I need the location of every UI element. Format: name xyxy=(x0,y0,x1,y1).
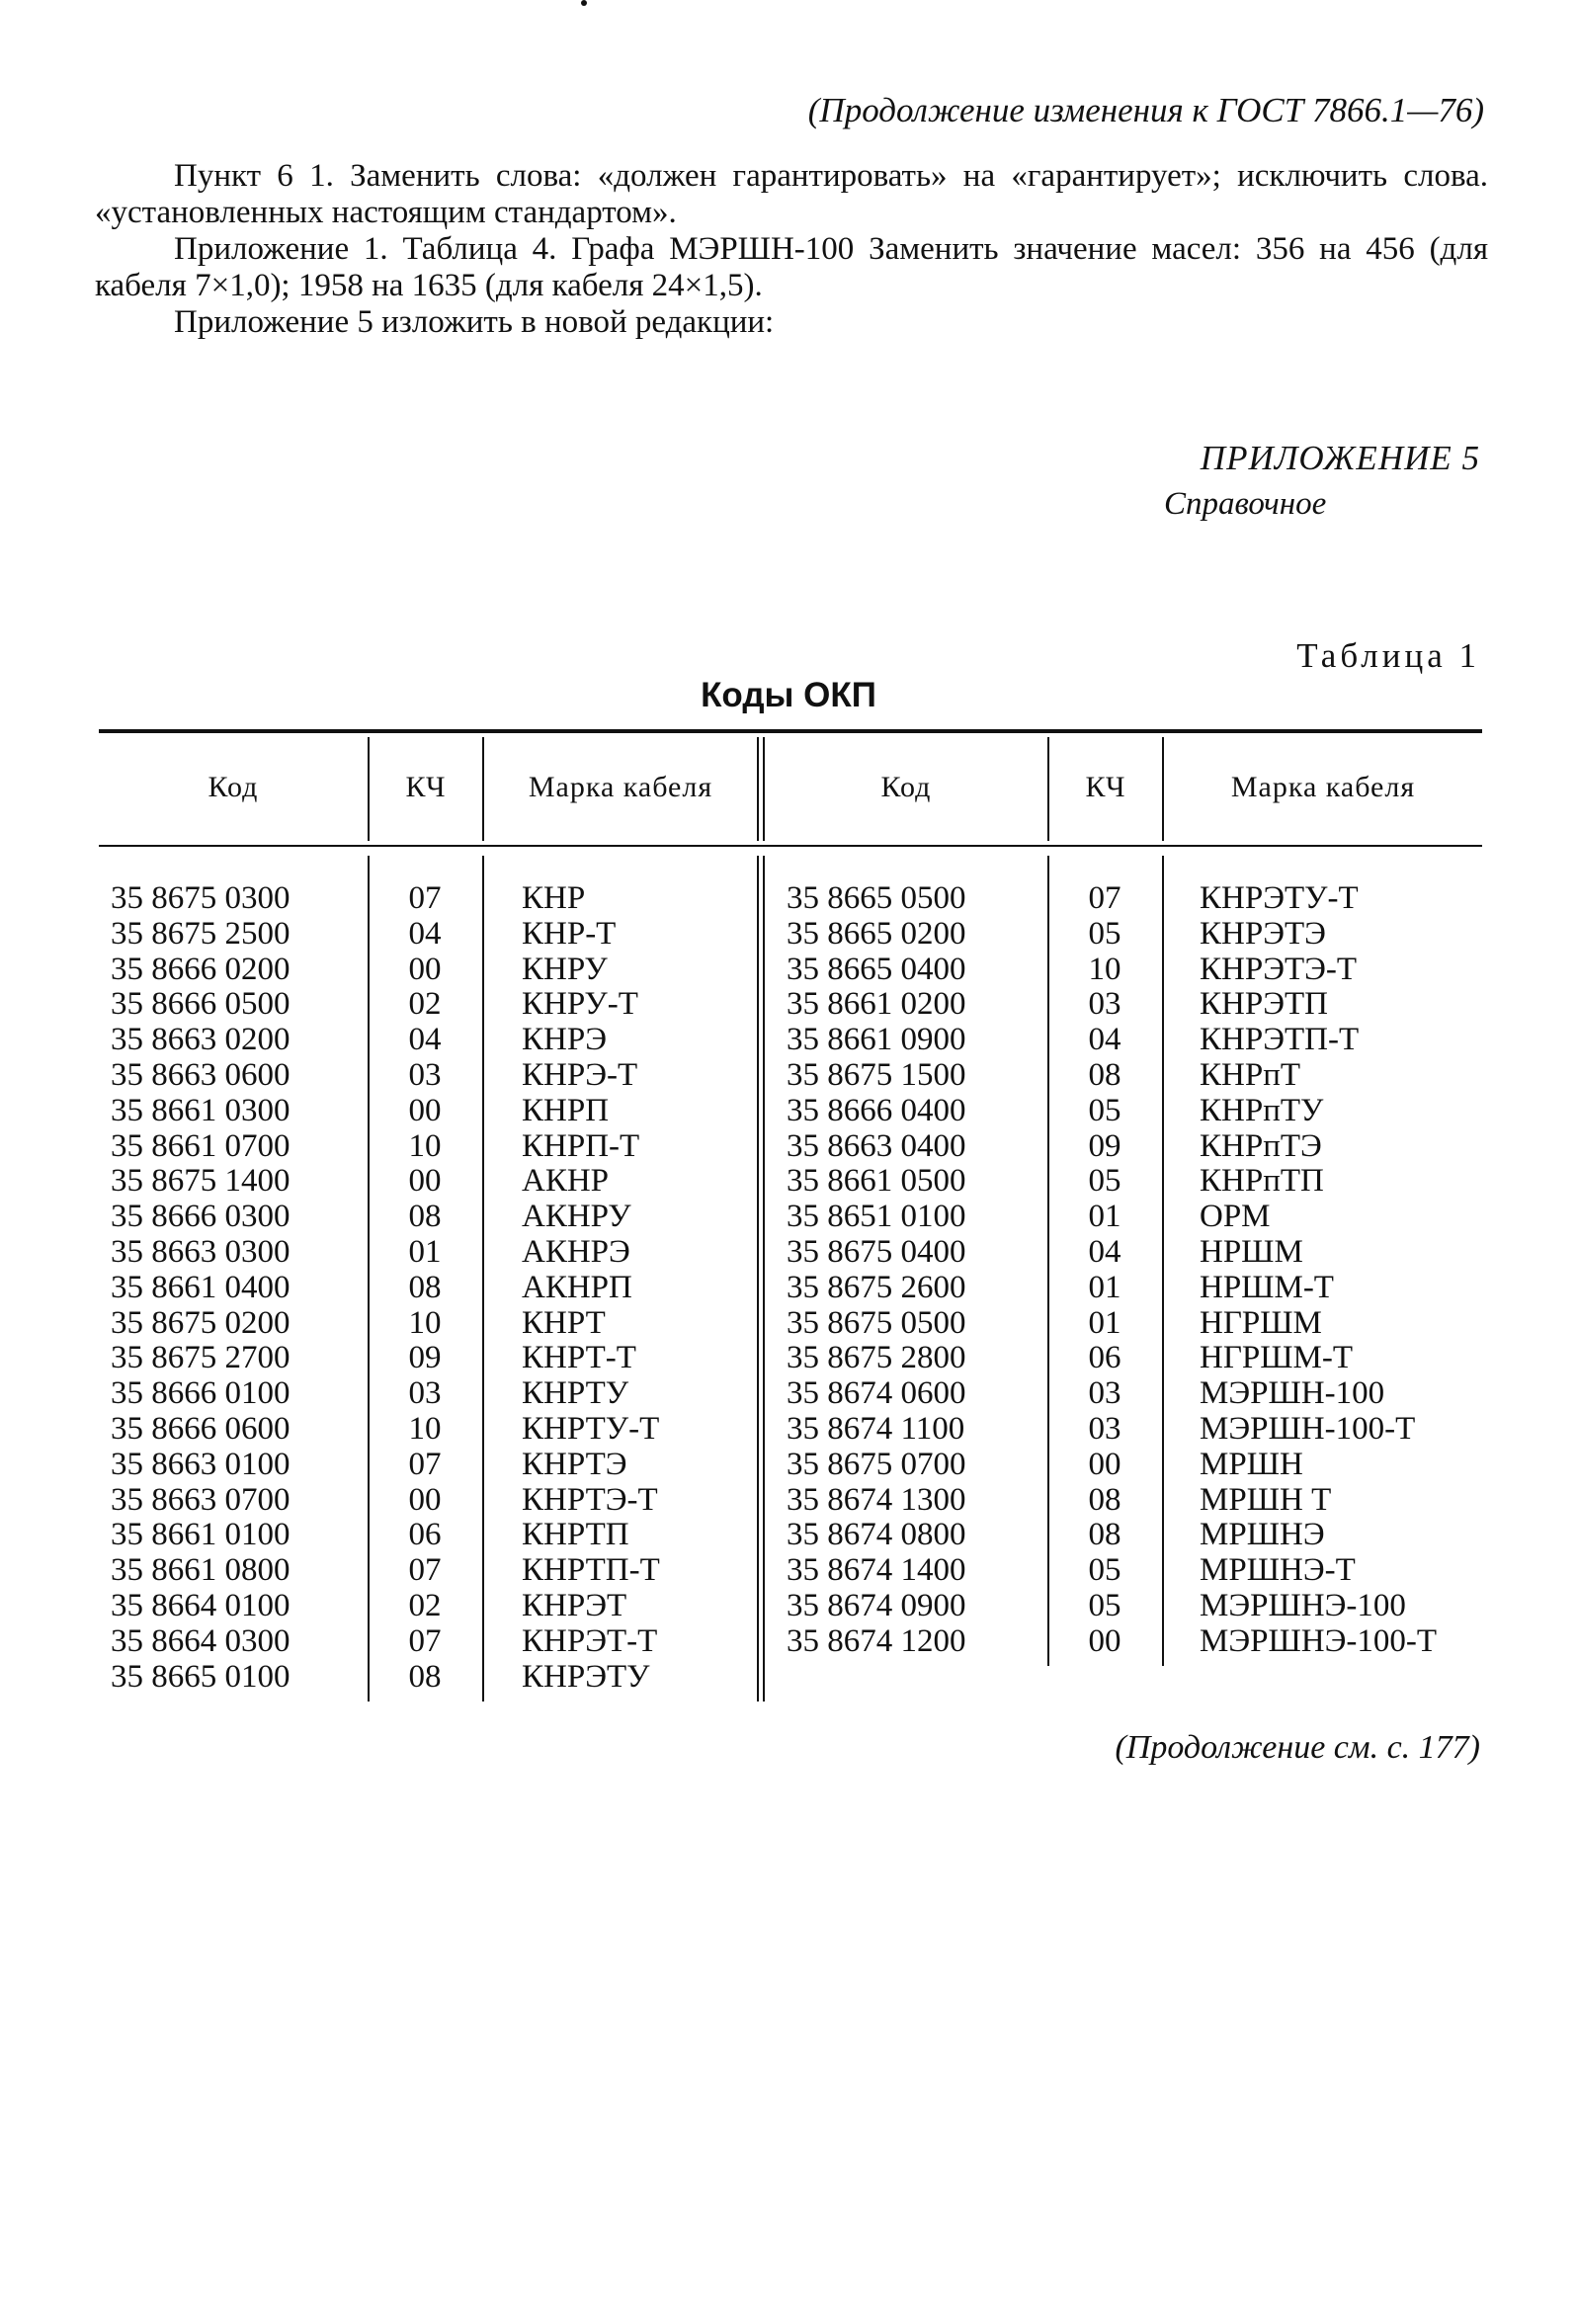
table-cell-code: 35 8674 0800 xyxy=(787,1517,966,1553)
table-cell-kch: 10 xyxy=(1088,951,1121,987)
col-header-kch-left: КЧ xyxy=(405,771,447,803)
table-cell-kch: 08 xyxy=(408,1269,442,1305)
table-cell-code: 35 8675 2700 xyxy=(111,1340,290,1376)
table-cell-mark: КНРЭТЭ xyxy=(1200,915,1326,952)
table-cell-kch: 07 xyxy=(408,1552,442,1589)
table-cell-mark: КНРЭТЭ-Т xyxy=(1200,951,1358,987)
paragraph-3: Приложение 5 изложить в новой редакции: xyxy=(174,304,775,340)
table-cell-mark: КНРпТ xyxy=(1200,1056,1301,1093)
table-cell-kch: 01 xyxy=(408,1233,442,1270)
col-header-mark-right: Марка кабеля xyxy=(1230,771,1416,803)
table-cell-mark: МЭРШНЭ-100 xyxy=(1200,1587,1406,1623)
table-cell-kch: 09 xyxy=(408,1340,442,1376)
table-cell-code: 35 8661 0500 xyxy=(787,1163,966,1200)
table-cell-mark: КНРЭТУ xyxy=(522,1658,650,1695)
header-continuation: (Продолжение изменения к ГОСТ 7866.1—76) xyxy=(807,91,1484,129)
table-cell-kch: 10 xyxy=(408,1410,442,1447)
table-cell-mark: КНРУ-Т xyxy=(522,986,638,1023)
col-header-kch-right: КЧ xyxy=(1085,771,1126,803)
table-cell-kch: 04 xyxy=(1088,1233,1121,1270)
table-cell-kch: 07 xyxy=(408,1446,442,1482)
table-cell-code: 35 8675 0300 xyxy=(111,880,290,916)
table-cell-code: 35 8674 1200 xyxy=(787,1622,966,1659)
table-cell-mark: КНРпТП xyxy=(1200,1163,1324,1200)
table-cell-mark: КНРТУ-Т xyxy=(522,1410,660,1447)
table-cell-mark: КНРП xyxy=(522,1092,610,1128)
table-cell-kch: 02 xyxy=(408,1587,442,1623)
left-code-column xyxy=(111,881,290,1695)
table-cell-kch: 00 xyxy=(408,1163,442,1200)
table-cell-code: 35 8651 0100 xyxy=(787,1199,966,1235)
table-cell-kch: 06 xyxy=(1088,1340,1121,1376)
table-cell-kch: 00 xyxy=(408,951,442,987)
table-cell-code: 35 8661 0400 xyxy=(111,1269,290,1305)
table-cell-kch: 04 xyxy=(1088,1022,1121,1058)
table-cell-kch: 07 xyxy=(1088,880,1121,916)
table-cell-mark: НГРШМ xyxy=(1200,1304,1322,1341)
table-cell-mark: КНРпТУ xyxy=(1200,1092,1324,1128)
table-cell-mark: ОРМ xyxy=(1200,1199,1271,1235)
table-cell-code: 35 8666 0500 xyxy=(111,986,290,1023)
table-top-rule xyxy=(99,729,1482,733)
table-cell-code: 35 8666 0300 xyxy=(111,1199,290,1235)
right-kch-column xyxy=(1075,881,1134,1660)
table-cell-mark: КНРЭТУ-Т xyxy=(1200,880,1359,916)
table-cell-mark: НРШМ-Т xyxy=(1200,1269,1334,1305)
table-cell-mark: КНРТП xyxy=(522,1517,629,1553)
table-cell-mark: АКНР xyxy=(522,1163,610,1200)
table-cell-kch: 05 xyxy=(1088,915,1121,952)
table-cell-kch: 02 xyxy=(408,986,442,1023)
table-cell-kch: 00 xyxy=(408,1092,442,1128)
table-cell-code: 35 8661 0100 xyxy=(111,1517,290,1553)
table-cell-code: 35 8675 2600 xyxy=(787,1269,966,1305)
table-cell-mark: МРШНЭ-Т xyxy=(1200,1552,1356,1589)
table-cell-kch: 07 xyxy=(408,880,442,916)
table-cell-kch: 03 xyxy=(1088,986,1121,1023)
col-header-code-right: Код xyxy=(880,771,932,803)
table-cell-code: 35 8661 0800 xyxy=(111,1552,290,1589)
table-cell-kch: 08 xyxy=(1088,1056,1121,1093)
table-cell-kch: 10 xyxy=(408,1304,442,1341)
table-cell-kch: 01 xyxy=(1088,1304,1121,1341)
divider-line xyxy=(757,856,759,1702)
table-cell-mark: КНРТЭ xyxy=(522,1446,627,1482)
table-cell-mark: МЭРШНЭ-100-Т xyxy=(1200,1622,1438,1659)
table-cell-mark: КНРТЭ-Т xyxy=(522,1481,658,1518)
table-cell-mark: МРШН Т xyxy=(1200,1481,1332,1518)
table-cell-code: 35 8674 1100 xyxy=(787,1410,965,1447)
left-mark-column xyxy=(522,881,660,1695)
table-cell-kch: 01 xyxy=(1088,1269,1121,1305)
table-cell-code: 35 8661 0700 xyxy=(111,1127,290,1164)
table-cell-code: 35 8675 0700 xyxy=(787,1446,966,1482)
table-cell-kch: 09 xyxy=(1088,1127,1121,1164)
table-cell-kch: 08 xyxy=(1088,1481,1121,1518)
table-cell-code: 35 8663 0300 xyxy=(111,1233,290,1270)
table-cell-mark: КНР xyxy=(522,880,586,916)
table-cell-mark: КНРЭ xyxy=(522,1022,607,1058)
divider-line xyxy=(1162,856,1164,1666)
table-cell-code: 35 8666 0200 xyxy=(111,951,290,987)
table-cell-mark: КНРТП-Т xyxy=(522,1552,660,1589)
table-cell-mark: КНРЭТ-Т xyxy=(522,1622,658,1659)
table-cell-kch: 03 xyxy=(408,1375,442,1412)
table-cell-mark: АКНРУ xyxy=(522,1199,631,1235)
table-cell-code: 35 8665 0200 xyxy=(787,915,966,952)
table-cell-code: 35 8663 0200 xyxy=(111,1022,290,1058)
table-cell-code: 35 8675 1400 xyxy=(111,1163,290,1200)
table-cell-kch: 06 xyxy=(408,1517,442,1553)
paragraph-1: Пункт 6 1. Заменить слова: «должен гарантировать» на «гарантирует»; исключить слова. «установленных настоящим стандартом». xyxy=(95,158,1488,230)
table-cell-mark: НРШМ xyxy=(1200,1233,1303,1270)
table-cell-code: 35 8674 0900 xyxy=(787,1587,966,1623)
table-cell-kch: 05 xyxy=(1088,1587,1121,1623)
table-cell-code: 35 8674 1300 xyxy=(787,1481,966,1518)
right-mark-column xyxy=(1200,881,1437,1660)
table-cell-code: 35 8664 0300 xyxy=(111,1622,290,1659)
table-cell-code: 35 8675 2500 xyxy=(111,915,290,952)
table-cell-mark: МЭРШН-100 xyxy=(1200,1375,1385,1412)
table-label: Таблица 1 xyxy=(1296,636,1480,675)
table-cell-mark: МРШНЭ xyxy=(1200,1517,1325,1553)
table-cell-mark: АКНРЭ xyxy=(522,1233,630,1270)
table-caption: Коды ОКП xyxy=(701,676,876,714)
paragraph-2: Приложение 1. Таблица 4. Графа МЭРШН-100 Заменить значение масел: 356 на 456 (для кабеля 7×1,0); 1958 на 1635 (для кабеля 24×1,5). xyxy=(95,231,1488,303)
table-cell-mark: НГРШМ-Т xyxy=(1200,1340,1354,1376)
table-cell-code: 35 8665 0100 xyxy=(111,1658,290,1695)
table-cell-code: 35 8674 1400 xyxy=(787,1552,966,1589)
table-cell-code: 35 8664 0100 xyxy=(111,1587,290,1623)
table-cell-mark: МЭРШН-100-Т xyxy=(1200,1410,1416,1447)
table-cell-kch: 07 xyxy=(408,1622,442,1659)
table-cell-kch: 05 xyxy=(1088,1163,1121,1200)
divider-line xyxy=(368,856,370,1702)
table-cell-mark: КНРЭТ xyxy=(522,1587,627,1623)
table-cell-code: 35 8666 0600 xyxy=(111,1410,290,1447)
table-cell-code: 35 8663 0400 xyxy=(787,1127,966,1164)
table-cell-kch: 04 xyxy=(408,1022,442,1058)
table-cell-mark: КНРТ-Т xyxy=(522,1340,636,1376)
table-cell-kch: 01 xyxy=(1088,1199,1121,1235)
divider-line xyxy=(1047,856,1049,1666)
table-cell-mark: КНР-Т xyxy=(522,915,617,952)
table-cell-kch: 04 xyxy=(408,915,442,952)
table-cell-mark: КНРпТЭ xyxy=(1200,1127,1322,1164)
table-cell-code: 35 8675 0200 xyxy=(111,1304,290,1341)
col-header-code-left: Код xyxy=(208,771,259,803)
table-cell-kch: 10 xyxy=(408,1127,442,1164)
table-cell-code: 35 8674 0600 xyxy=(787,1375,966,1412)
table-cell-kch: 03 xyxy=(1088,1410,1121,1447)
table-header-rule xyxy=(99,845,1482,847)
table-cell-kch: 08 xyxy=(408,1658,442,1695)
table-cell-mark: КНРТУ xyxy=(522,1375,629,1412)
table-cell-code: 35 8675 0500 xyxy=(787,1304,966,1341)
footer-continuation: (Продолжение см. с. 177) xyxy=(1115,1729,1480,1766)
table-cell-code: 35 8666 0400 xyxy=(787,1092,966,1128)
table-cell-code: 35 8663 0600 xyxy=(111,1056,290,1093)
appendix-title: ПРИЛОЖЕНИЕ 5 xyxy=(1200,439,1480,477)
table-cell-kch: 00 xyxy=(1088,1446,1121,1482)
table-cell-code: 35 8666 0100 xyxy=(111,1375,290,1412)
table-cell-mark: КНРТ xyxy=(522,1304,606,1341)
table-cell-kch: 05 xyxy=(1088,1092,1121,1128)
table-cell-kch: 05 xyxy=(1088,1552,1121,1589)
table-cell-code: 35 8675 1500 xyxy=(787,1056,966,1093)
table-cell-mark: КНРП-Т xyxy=(522,1127,640,1164)
table-cell-mark: КНРУ xyxy=(522,951,608,987)
table-cell-kch: 08 xyxy=(408,1199,442,1235)
table-cell-mark: АКНРП xyxy=(522,1269,632,1305)
table-cell-kch: 03 xyxy=(1088,1375,1121,1412)
table-cell-code: 35 8665 0500 xyxy=(787,880,966,916)
table-cell-code: 35 8675 2800 xyxy=(787,1340,966,1376)
right-code-column xyxy=(787,881,966,1660)
table-cell-code: 35 8661 0300 xyxy=(111,1092,290,1128)
table-cell-code: 35 8661 0900 xyxy=(787,1022,966,1058)
col-header-mark-left: Марка кабеля xyxy=(528,771,713,803)
table-cell-code: 35 8661 0200 xyxy=(787,986,966,1023)
left-kch-column xyxy=(395,881,455,1695)
appendix-subtitle: Справочное xyxy=(1164,486,1327,522)
divider-line xyxy=(482,856,484,1702)
table-cell-mark: КНРЭТП-Т xyxy=(1200,1022,1360,1058)
table-cell-code: 35 8675 0400 xyxy=(787,1233,966,1270)
speck-mark xyxy=(581,0,587,6)
table-cell-code: 35 8663 0100 xyxy=(111,1446,290,1482)
table-cell-code: 35 8663 0700 xyxy=(111,1481,290,1518)
table-cell-kch: 03 xyxy=(408,1056,442,1093)
divider-line xyxy=(763,856,765,1702)
divider-line xyxy=(757,737,759,841)
table-cell-mark: КНРЭТП xyxy=(1200,986,1328,1023)
table-cell-mark: МРШН xyxy=(1200,1446,1303,1482)
table-cell-code: 35 8665 0400 xyxy=(787,951,966,987)
table-cell-mark: КНРЭ-Т xyxy=(522,1056,638,1093)
table-cell-kch: 08 xyxy=(1088,1517,1121,1553)
table-cell-kch: 00 xyxy=(1088,1622,1121,1659)
table-cell-kch: 00 xyxy=(408,1481,442,1518)
